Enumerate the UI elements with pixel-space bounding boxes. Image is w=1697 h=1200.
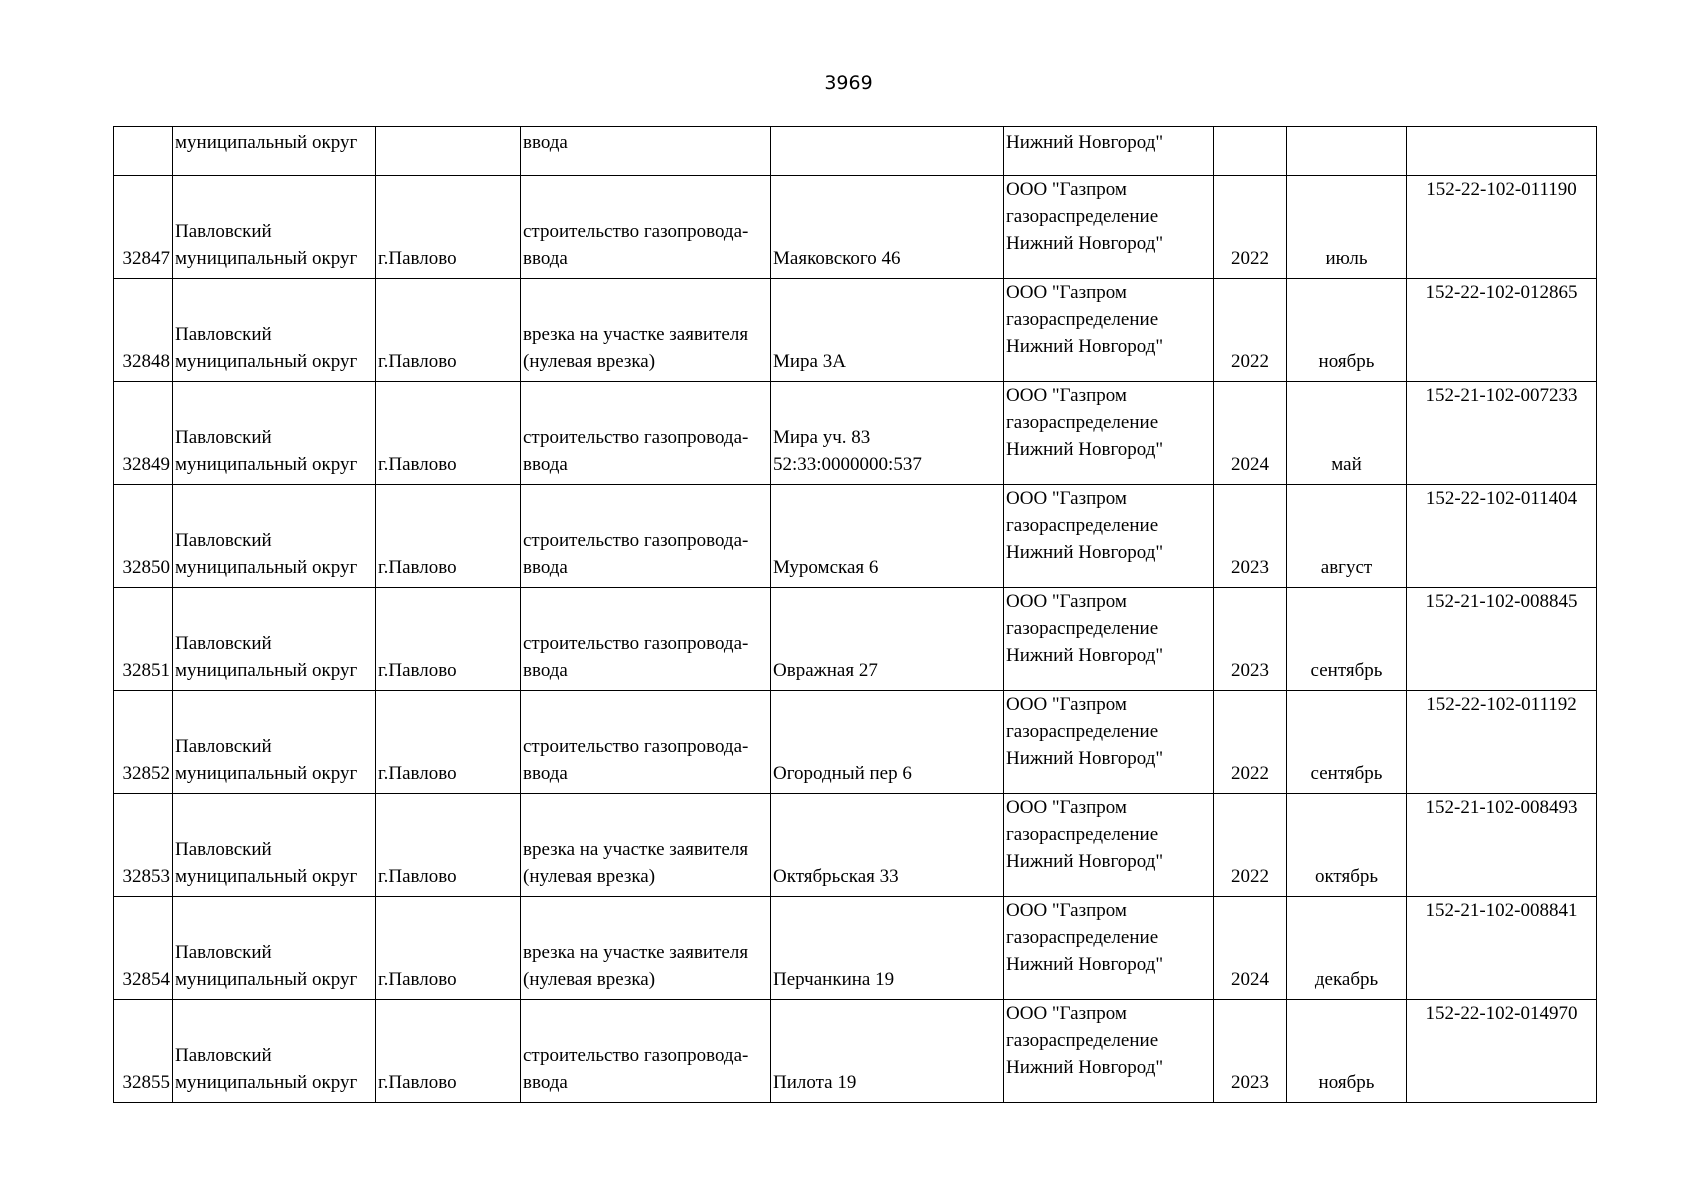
cell-work: [521, 897, 771, 1000]
work-line: ввода: [523, 248, 568, 269]
cell-city: [376, 127, 521, 176]
work-line: ввода: [523, 454, 568, 475]
district-line: Павловский: [175, 736, 272, 757]
table-row: [114, 588, 1597, 691]
org-line: Нижний Новгород": [1006, 645, 1164, 666]
district-line: Павловский: [175, 530, 272, 551]
cell-district: [173, 176, 376, 279]
work-line: ввода: [523, 1072, 568, 1093]
work-line: (нулевая врезка): [523, 969, 656, 990]
table-row: [114, 691, 1597, 794]
district-line: муниципальный округ: [175, 454, 358, 475]
org-line: Нижний Новгород": [1006, 1057, 1164, 1078]
cell-year: 2022: [1214, 176, 1287, 279]
cell-city: г.Павлово: [376, 382, 521, 485]
cell-code: 152-22-102-011192: [1407, 691, 1597, 794]
org-line: газораспределение: [1006, 1030, 1159, 1051]
continuation-row: [114, 127, 1597, 176]
address-line: [773, 1042, 1001, 1069]
work-line: строительство газопровода-: [523, 530, 749, 551]
cell-org: Нижний Новгород": [1004, 127, 1214, 176]
org-line: газораспределение: [1006, 206, 1159, 227]
cell-city: г.Павлово: [376, 794, 521, 897]
work-line: врезка на участке заявителя: [523, 942, 749, 963]
cell-work: ввода: [521, 127, 771, 176]
district-line: муниципальный округ: [175, 557, 358, 578]
address-line: [773, 321, 1001, 348]
org-line: газораспределение: [1006, 824, 1159, 845]
cell-org: [1004, 279, 1214, 382]
table-row: [114, 279, 1597, 382]
work-line: (нулевая врезка): [523, 866, 656, 887]
address-line: [773, 527, 1001, 554]
cell-month: октябрь: [1287, 794, 1407, 897]
table-row: [114, 485, 1597, 588]
district-line: муниципальный округ: [175, 866, 358, 887]
page-number: 3969: [824, 72, 873, 94]
cell-work: [521, 382, 771, 485]
work-line: ввода: [523, 763, 568, 784]
cell-org: [1004, 176, 1214, 279]
org-line: ООО "Газпром: [1006, 900, 1127, 921]
district-line: муниципальный округ: [175, 660, 358, 681]
registry-table: [113, 126, 1597, 1103]
work-line: ввода: [523, 660, 568, 681]
cell-org: [1004, 1000, 1214, 1103]
org-line: Нижний Новгород": [1006, 748, 1164, 769]
org-line: газораспределение: [1006, 515, 1159, 536]
cell-city: г.Павлово: [376, 1000, 521, 1103]
cell-month: декабрь: [1287, 897, 1407, 1000]
work-line: строительство газопровода-: [523, 633, 749, 654]
cell-year: 2023: [1214, 1000, 1287, 1103]
cell-num: 32847: [114, 176, 173, 279]
district-line: муниципальный округ: [175, 1072, 358, 1093]
cell-month: ноябрь: [1287, 1000, 1407, 1103]
cell-code: 152-22-102-011190: [1407, 176, 1597, 279]
cell-org: [1004, 691, 1214, 794]
district-line: муниципальный округ: [175, 969, 358, 990]
cell-district: [173, 794, 376, 897]
cell-district: [173, 1000, 376, 1103]
cell-num: 32850: [114, 485, 173, 588]
org-line: газораспределение: [1006, 721, 1159, 742]
cell-city: г.Павлово: [376, 176, 521, 279]
cell-work: [521, 485, 771, 588]
org-line: газораспределение: [1006, 927, 1159, 948]
cell-num: 32854: [114, 897, 173, 1000]
cell-code: 152-22-102-014970: [1407, 1000, 1597, 1103]
org-line: ООО "Газпром: [1006, 797, 1127, 818]
cell-month: август: [1287, 485, 1407, 588]
org-line: ООО "Газпром: [1006, 385, 1127, 406]
table-row: [114, 176, 1597, 279]
table-body: [114, 127, 1597, 1103]
cell-district: [173, 691, 376, 794]
cell-month: май: [1287, 382, 1407, 485]
org-line: ООО "Газпром: [1006, 282, 1127, 303]
cell-address: [771, 1000, 1004, 1103]
org-line: Нижний Новгород": [1006, 233, 1164, 254]
address-line: Мира 3А: [773, 351, 846, 372]
cell-district: [173, 382, 376, 485]
work-line: ввода: [523, 557, 568, 578]
cell-month: сентябрь: [1287, 588, 1407, 691]
cell-org: [1004, 485, 1214, 588]
address-line: [773, 630, 1001, 657]
cell-num: 32852: [114, 691, 173, 794]
cell-work: [521, 1000, 771, 1103]
cell-year: 2022: [1214, 279, 1287, 382]
cell-num: 32849: [114, 382, 173, 485]
address-line: Огородный пер 6: [773, 763, 912, 784]
cell-num: 32848: [114, 279, 173, 382]
cell-year: 2022: [1214, 691, 1287, 794]
district-line: Павловский: [175, 942, 272, 963]
district-line: Павловский: [175, 221, 272, 242]
cell-code: 152-21-102-008493: [1407, 794, 1597, 897]
org-line: газораспределение: [1006, 309, 1159, 330]
cell-work: [521, 691, 771, 794]
work-line: (нулевая врезка): [523, 351, 656, 372]
cell-code: [1407, 127, 1597, 176]
cell-year: 2023: [1214, 485, 1287, 588]
cell-district: [173, 279, 376, 382]
district-line: Павловский: [175, 324, 272, 345]
cell-work: [521, 176, 771, 279]
cell-city: г.Павлово: [376, 485, 521, 588]
table-row: [114, 897, 1597, 1000]
cell-month: сентябрь: [1287, 691, 1407, 794]
cell-year: 2024: [1214, 897, 1287, 1000]
cell-year: 2022: [1214, 794, 1287, 897]
cell-month: июль: [1287, 176, 1407, 279]
cell-num: 32853: [114, 794, 173, 897]
address-line: [773, 939, 1001, 966]
org-line: ООО "Газпром: [1006, 694, 1127, 715]
cell-district: [173, 588, 376, 691]
district-line: муниципальный округ: [175, 248, 358, 269]
org-line: ООО "Газпром: [1006, 488, 1127, 509]
org-line: Нижний Новгород": [1006, 542, 1164, 563]
cell-district: муниципальный округ: [173, 127, 376, 176]
cell-address: [771, 176, 1004, 279]
district-line: муниципальный округ: [175, 763, 358, 784]
address-line: Пилота 19: [773, 1072, 857, 1093]
org-line: Нижний Новгород": [1006, 851, 1164, 872]
org-line: Нижний Новгород": [1006, 439, 1164, 460]
cell-city: г.Павлово: [376, 691, 521, 794]
cell-city: г.Павлово: [376, 588, 521, 691]
address-line: Мира уч. 83: [773, 427, 871, 448]
work-line: врезка на участке заявителя: [523, 324, 749, 345]
cell-address: [771, 794, 1004, 897]
address-line: Октябрьская 33: [773, 866, 899, 887]
cell-org: [1004, 897, 1214, 1000]
cell-city: г.Павлово: [376, 897, 521, 1000]
district-line: Павловский: [175, 633, 272, 654]
cell-code: 152-21-102-008845: [1407, 588, 1597, 691]
cell-num: 32855: [114, 1000, 173, 1103]
district-line: муниципальный округ: [175, 351, 358, 372]
cell-org: [1004, 588, 1214, 691]
cell-code: 152-22-102-011404: [1407, 485, 1597, 588]
table-row: [114, 794, 1597, 897]
cell-address: [771, 897, 1004, 1000]
org-line: ООО "Газпром: [1006, 591, 1127, 612]
district-line: Павловский: [175, 427, 272, 448]
cell-year: 2024: [1214, 382, 1287, 485]
address-line: Муромская 6: [773, 557, 879, 578]
district-line: Павловский: [175, 839, 272, 860]
cell-code: 152-22-102-012865: [1407, 279, 1597, 382]
address-line: Перчанкина 19: [773, 969, 895, 990]
cell-address: [771, 382, 1004, 485]
address-line: [773, 836, 1001, 863]
cell-address: [771, 127, 1004, 176]
address-line: [773, 733, 1001, 760]
cell-work: [521, 588, 771, 691]
cell-code: 152-21-102-007233: [1407, 382, 1597, 485]
cell-address: [771, 691, 1004, 794]
address-line: Маяковского 46: [773, 248, 901, 269]
org-line: газораспределение: [1006, 412, 1159, 433]
cell-org: [1004, 382, 1214, 485]
org-line: ООО "Газпром: [1006, 1003, 1127, 1024]
address-line: [773, 218, 1001, 245]
cell-year: 2023: [1214, 588, 1287, 691]
address-line: Овражная 27: [773, 660, 878, 681]
org-line: ООО "Газпром: [1006, 179, 1127, 200]
address-line: 52:33:0000000:537: [773, 454, 922, 475]
cell-num: [114, 127, 173, 176]
cell-address: [771, 279, 1004, 382]
cell-code: 152-21-102-008841: [1407, 897, 1597, 1000]
work-line: строительство газопровода-: [523, 736, 749, 757]
cell-month: ноябрь: [1287, 279, 1407, 382]
cell-work: [521, 279, 771, 382]
org-line: газораспределение: [1006, 618, 1159, 639]
work-line: строительство газопровода-: [523, 221, 749, 242]
org-line: Нижний Новгород": [1006, 336, 1164, 357]
cell-district: [173, 897, 376, 1000]
work-line: врезка на участке заявителя: [523, 839, 749, 860]
cell-num: 32851: [114, 588, 173, 691]
cell-address: [771, 588, 1004, 691]
work-line: строительство газопровода-: [523, 1045, 749, 1066]
cell-address: [771, 485, 1004, 588]
cell-district: [173, 485, 376, 588]
cell-city: г.Павлово: [376, 279, 521, 382]
cell-work: [521, 794, 771, 897]
cell-month: [1287, 127, 1407, 176]
table-row: [114, 1000, 1597, 1103]
cell-org: [1004, 794, 1214, 897]
table-row: [114, 382, 1597, 485]
org-line: Нижний Новгород": [1006, 954, 1164, 975]
district-line: Павловский: [175, 1045, 272, 1066]
cell-year: [1214, 127, 1287, 176]
work-line: строительство газопровода-: [523, 427, 749, 448]
